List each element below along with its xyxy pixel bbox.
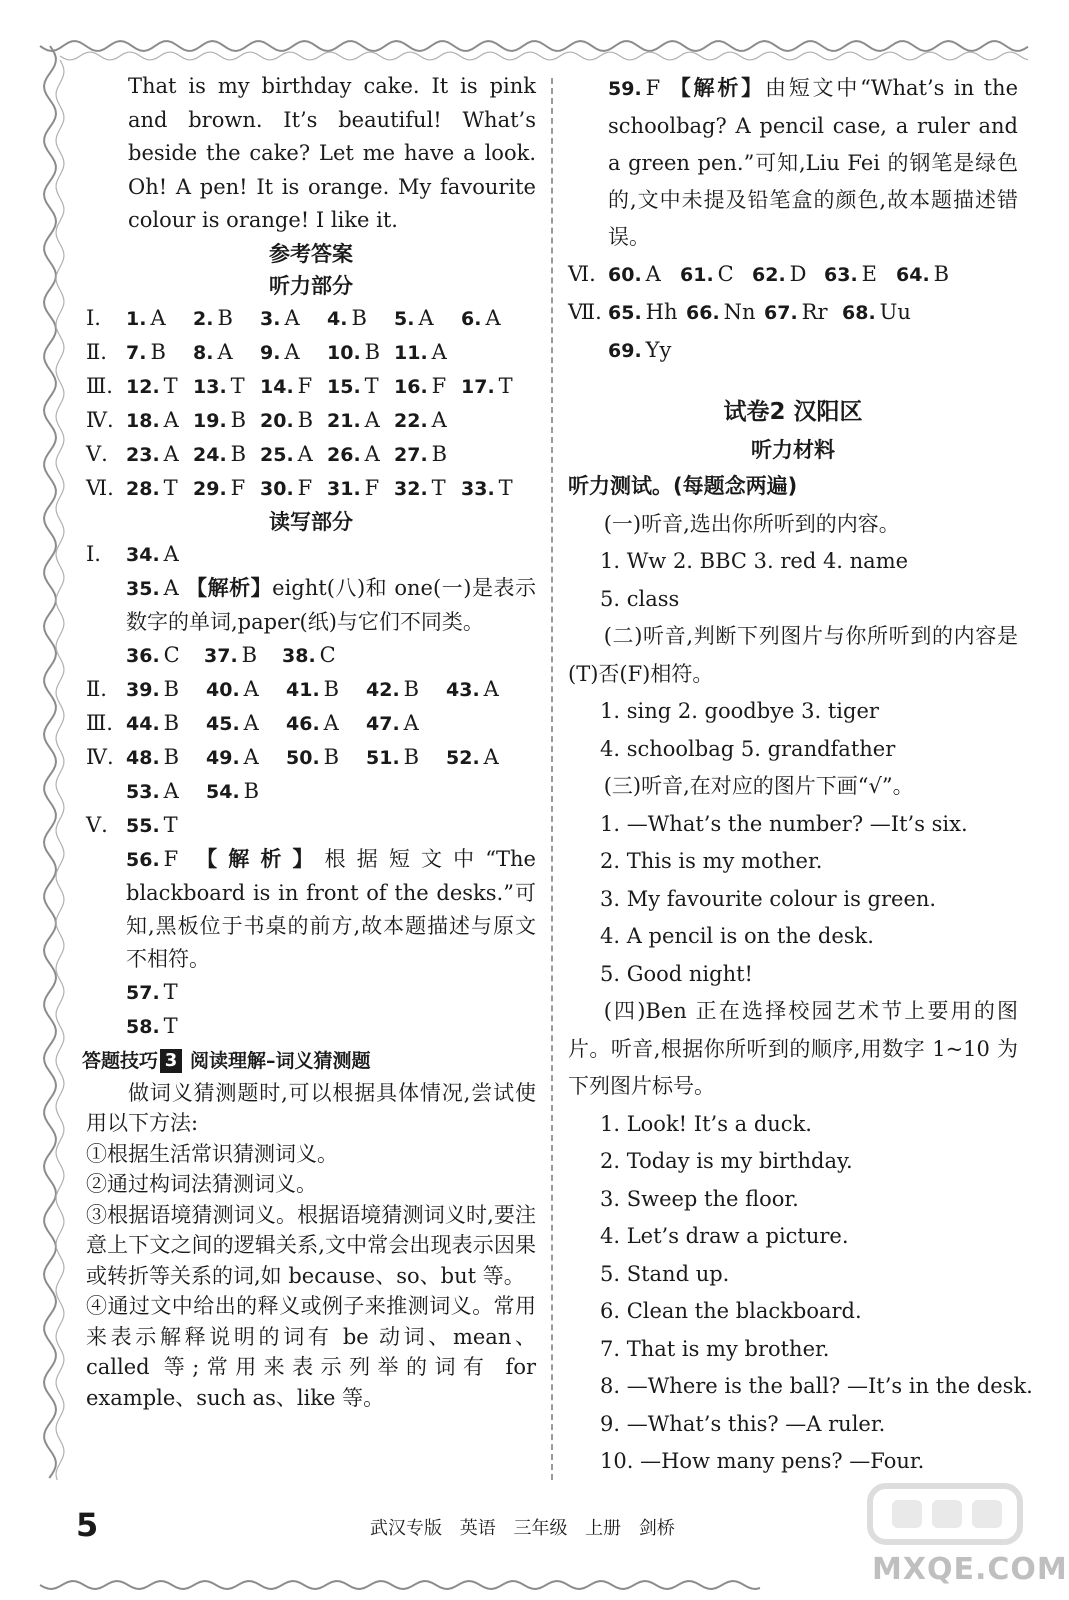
answer-value: B [230, 407, 247, 432]
answer-item [366, 673, 446, 707]
question-number: 65. [608, 302, 642, 324]
footer-edition: 武汉专版 英语 三年级 上册 剑桥 [370, 1518, 675, 1539]
answer-item [394, 404, 461, 438]
answer-value: B [163, 710, 180, 735]
answer-value: C [717, 262, 734, 286]
answer-item [260, 404, 327, 438]
answer-value: A [483, 744, 499, 769]
answer-value: B [403, 676, 420, 701]
section-4-instruction: (四)Ben 正在选择校园艺术节上要用的图片。听音,根据你所听到的顺序,用数字 1~10 为下列图片标号。 [568, 999, 1018, 1098]
question-number: 53. [126, 780, 160, 803]
answer-value: Hh [645, 300, 678, 324]
analysis-text: 根据短文中“The blackboard is in front of the desks.”可知,黑板位于书桌的前方,故本题描述与原文不相符。 [126, 846, 536, 971]
answer-value: A [243, 676, 259, 701]
answer-item [680, 256, 752, 294]
answer-entry-35 [86, 572, 536, 639]
question-number: 5. [394, 307, 415, 330]
answer-item [461, 302, 528, 336]
answer-item [206, 707, 286, 741]
question-number: 40. [206, 678, 240, 701]
question-number: 61. [680, 264, 714, 286]
question-number: 35. [126, 577, 160, 600]
listening-item: 3. Sweep the floor. [600, 1186, 799, 1211]
section-numeral: Ⅳ. [86, 407, 114, 432]
answer-item [206, 673, 286, 707]
section-numeral: Ⅲ. [86, 710, 113, 735]
answer-value: A [163, 575, 179, 600]
answer-value: F [297, 373, 313, 398]
answer-item [126, 438, 193, 472]
section-numeral: Ⅱ. [86, 339, 107, 364]
story-text: That is my birthday cake. It is pink and brown. It’s beautiful! What’s beside the cake? Let me have a look. Oh! A pen! It is orange. My favourite colour is orange! I like it. [128, 74, 536, 232]
listening-item: 3. My favourite colour is green. [600, 886, 937, 911]
answer-value: A [163, 407, 179, 432]
right-column [568, 70, 1033, 1481]
answer-item [206, 741, 286, 775]
answer-value: A [243, 744, 259, 769]
answer-entry-56 [86, 843, 536, 976]
question-number: 27. [394, 443, 428, 466]
section-numeral: Ⅲ. [86, 373, 113, 398]
answer-item [260, 336, 327, 370]
answer-entry-59 [568, 70, 1018, 256]
question-number: 17. [461, 375, 495, 398]
answer-row [86, 976, 536, 1010]
answer-row [86, 741, 536, 775]
answer-item [394, 302, 461, 336]
answer-item [126, 370, 193, 404]
listening-item: 1. —What’s the number? —It’s six. [600, 811, 968, 836]
answer-value: A [284, 305, 300, 330]
listening-item: 4. schoolbag 5. grandfather [600, 736, 896, 761]
answer-item [260, 302, 327, 336]
answer-value: T [163, 979, 178, 1004]
answer-value: F [163, 846, 179, 871]
answer-value: E [861, 262, 878, 286]
section-3-items [568, 806, 1018, 994]
answer-row [86, 707, 536, 741]
answer-item [446, 673, 526, 707]
answer-value: B [297, 407, 314, 432]
answer-item [327, 472, 394, 506]
tip-point: ②通过构词法猜测词义。 [86, 1172, 317, 1196]
answer-item [608, 294, 686, 332]
question-number: 52. [446, 746, 480, 769]
answer-value: C [319, 642, 336, 667]
question-number: 57. [126, 981, 160, 1004]
question-number: 33. [461, 477, 495, 500]
answer-row [568, 256, 1018, 294]
question-number: 48. [126, 746, 160, 769]
answer-row [86, 404, 536, 438]
question-number: 44. [126, 712, 160, 735]
question-number: 26. [327, 443, 361, 466]
answer-value: A [483, 676, 499, 701]
answer-value: A [243, 710, 259, 735]
answer-row [86, 336, 536, 370]
answer-value: F [645, 76, 661, 100]
question-number: 46. [286, 712, 320, 735]
listening-item: 4. Let’s draw a picture. [600, 1224, 849, 1248]
question-number: 69. [608, 340, 642, 362]
answer-value: C [163, 642, 180, 667]
answer-item [366, 707, 446, 741]
listening-item: 2. Today is my birthday. [600, 1149, 853, 1173]
listening-item: 10. —How many pens? —Four. [600, 1449, 925, 1473]
question-number: 8. [193, 341, 214, 364]
answer-item [608, 256, 680, 294]
answer-value: A [150, 305, 166, 330]
answer-value: B [150, 339, 166, 364]
listening-item: 6. Clean the blackboard. [600, 1299, 862, 1323]
question-number: 63. [824, 264, 858, 286]
question-number: 59. [608, 78, 642, 100]
answer-value: B [163, 744, 180, 769]
answer-item [193, 404, 260, 438]
question-number: 36. [126, 644, 160, 667]
answer-value: Yy [645, 338, 672, 362]
tip-point: ③根据语境猜测词义。根据语境猜测词义时,要注意上下文之间的逻辑关系,文中常会出现表示因果或转折等关系的词,如 because、so、but 等。 [86, 1202, 536, 1288]
answer-value: B [431, 441, 448, 466]
answer-value: T [498, 373, 513, 398]
answer-value: A [485, 305, 501, 330]
question-number: 34. [126, 543, 160, 566]
answer-row [86, 438, 536, 472]
answer-title: 参考答案 [269, 241, 353, 266]
answer-item [394, 472, 461, 506]
answer-value: T [163, 373, 178, 398]
question-number: 42. [366, 678, 400, 701]
question-number: 23. [126, 443, 160, 466]
question-number: 6. [461, 307, 482, 330]
answer-row [86, 1010, 536, 1044]
answer-value: T [431, 475, 446, 500]
section-numeral: Ⅰ. [86, 541, 101, 566]
question-number: 24. [193, 443, 227, 466]
answer-value: A [431, 407, 447, 432]
answer-value: A [418, 305, 434, 330]
answer-row [86, 472, 536, 506]
answer-item [327, 302, 394, 336]
question-number: 32. [394, 477, 428, 500]
tip-points [86, 1139, 536, 1414]
page-number: 5 [76, 1506, 99, 1544]
question-number: 25. [260, 443, 294, 466]
question-number: 12. [126, 375, 160, 398]
answer-item [842, 294, 920, 332]
answer-value: B [403, 744, 420, 769]
tip-point: ①根据生活常识猜测词义。 [86, 1141, 338, 1166]
section-2-items [568, 693, 1018, 768]
answer-item [206, 775, 286, 809]
answer-item [394, 438, 461, 472]
answer-row [86, 673, 536, 707]
analysis-tag: 【解析】 [196, 846, 325, 871]
tip-intro: 做词义猜测题时,可以根据具体情况,尝试使用以下方法: [86, 1080, 536, 1135]
question-number: 66. [686, 302, 720, 324]
section-2-instruction: (二)听音,判断下列图片与你所听到的内容是(T)否(F)相符。 [568, 624, 1018, 686]
answer-item [327, 370, 394, 404]
question-number: 55. [126, 814, 160, 837]
answer-row [86, 639, 536, 673]
answer-value: A [163, 441, 179, 466]
question-number: 19. [193, 409, 227, 432]
question-number: 39. [126, 678, 160, 701]
answer-item [824, 256, 896, 294]
listening-answers [86, 302, 536, 506]
watermark-text: MXQE.COM [872, 1552, 1068, 1587]
analysis-tag: 【解析】 [186, 575, 273, 600]
tip-header [82, 1044, 536, 1078]
question-number: 18. [126, 409, 160, 432]
question-number: 54. [206, 780, 240, 803]
answer-value: B [351, 305, 367, 330]
answer-item [193, 336, 260, 370]
answer-value: T [163, 475, 178, 500]
question-number: 30. [260, 477, 294, 500]
answer-item [286, 673, 366, 707]
section-numeral: Ⅵ. [568, 262, 596, 286]
question-number: 3. [260, 307, 281, 330]
tip-title: 阅读理解–词义猜测题 [190, 1049, 371, 1072]
question-number: 9. [260, 341, 281, 364]
answer-value: B [323, 744, 340, 769]
listening-item: 1. Ww 2. BBC 3. red 4. name [600, 549, 909, 573]
answer-item [126, 707, 206, 741]
listening-item: 1. sing 2. goodbye 3. tiger [600, 699, 879, 723]
answer-value: F [364, 475, 380, 500]
question-number: 11. [394, 341, 428, 364]
material-title: 听力材料 [751, 438, 835, 462]
answer-item [126, 639, 204, 673]
question-number: 51. [366, 746, 400, 769]
answer-item [896, 256, 968, 294]
answer-value: A [163, 778, 179, 803]
analysis-text: 由短文中“What’s in the schoolbag? A pencil case, a ruler and a green pen.”可知,Liu Fei 的钢笔是绿色的,文中未提及铅笔盒的颜色,故本题描述错误。 [608, 76, 1018, 249]
answer-value: Nn [723, 300, 756, 324]
listening-item: 2. This is my mother. [600, 849, 823, 873]
answer-value: B [323, 676, 340, 701]
answer-item [394, 370, 461, 404]
listening-item: 1. Look! It’s a duck. [600, 1111, 812, 1136]
question-number: 47. [366, 712, 400, 735]
answer-item [446, 741, 526, 775]
question-number: 16. [394, 375, 428, 398]
analysis-text: eight(八)和 one(一)是表示数字的单词,paper(纸)与它们不同类。 [126, 575, 536, 634]
answer-value: A [364, 441, 380, 466]
question-number: 50. [286, 746, 320, 769]
answer-item [193, 302, 260, 336]
answer-value: A [364, 407, 380, 432]
tip-point: ④通过文中给出的释义或例子来推测词义。常用来表示解释说明的词有 be 动词、mean、called 等;常用来表示列举的词有 for example、such as、like 等。 [86, 1294, 536, 1410]
question-number: 62. [752, 264, 786, 286]
question-number: 56. [126, 848, 160, 871]
listening-item: 7. That is my brother. [600, 1336, 830, 1361]
answer-item [394, 336, 461, 370]
listening-item: 8. —Where is the ball? —It’s in the desk. [600, 1374, 1033, 1398]
listening-item: 4. A pencil is on the desk. [600, 924, 874, 948]
question-number: 37. [204, 644, 238, 667]
answer-value: B [217, 305, 233, 330]
answer-value: A [217, 339, 233, 364]
answer-value: F [297, 475, 313, 500]
answer-item [126, 741, 206, 775]
answer-item [193, 370, 260, 404]
question-number: 58. [126, 1015, 160, 1038]
question-number: 45. [206, 712, 240, 735]
question-number: 64. [896, 264, 930, 286]
answer-value: F [230, 475, 246, 500]
question-number: 22. [394, 409, 428, 432]
question-number: 49. [206, 746, 240, 769]
section-numeral: Ⅵ. [86, 475, 114, 500]
answer-item [461, 370, 528, 404]
section-4-items [568, 1106, 1033, 1481]
answer-value: A [297, 441, 313, 466]
answer-item [286, 741, 366, 775]
question-number: 7. [126, 341, 147, 364]
section-1-instruction: (一)听音,选出你所听到的内容。 [603, 511, 900, 536]
answer-item [260, 438, 327, 472]
question-number: 67. [764, 302, 798, 324]
section-numeral: Ⅱ. [86, 676, 107, 701]
answer-item [286, 707, 366, 741]
answer-value: T [163, 812, 178, 837]
section-numeral: Ⅴ. [86, 812, 108, 837]
answer-value: A [403, 710, 419, 735]
question-number: 38. [282, 644, 316, 667]
section-numeral: Ⅳ. [86, 744, 114, 769]
question-number: 20. [260, 409, 294, 432]
section-numeral: Ⅶ. [568, 300, 602, 324]
answer-row [568, 294, 1018, 332]
question-number: 21. [327, 409, 361, 432]
question-number: 31. [327, 477, 361, 500]
section-numeral: Ⅰ. [86, 305, 101, 330]
answer-row [86, 370, 536, 404]
section-1-items [568, 543, 1018, 618]
answer-item [327, 438, 394, 472]
answer-item [126, 302, 193, 336]
answer-value: B [230, 441, 247, 466]
answer-item [686, 294, 764, 332]
answer-value: T [230, 373, 245, 398]
answer-item [461, 472, 528, 506]
answer-value: D [789, 262, 807, 286]
answer-value: B [243, 778, 260, 803]
answer-value: T [498, 475, 513, 500]
answer-value: F [431, 373, 447, 398]
question-number: 28. [126, 477, 160, 500]
question-number: 2. [193, 307, 214, 330]
answer-item [204, 639, 282, 673]
tip-label: 答题技巧 [82, 1049, 159, 1072]
answer-value: A [323, 710, 339, 735]
answer-item [126, 775, 206, 809]
listening-item: 9. —What’s this? —A ruler. [600, 1411, 886, 1436]
answer-value: T [163, 1013, 178, 1038]
question-number: 43. [446, 678, 480, 701]
answer-item [260, 472, 327, 506]
section-3-instruction: (三)听音,在对应的图片下画“√”。 [603, 774, 914, 798]
answer-value: Rr [801, 300, 828, 324]
listening-title: 听力部分 [269, 273, 353, 298]
answer-item [126, 336, 193, 370]
answer-item [752, 256, 824, 294]
question-number: 68. [842, 302, 876, 324]
answer-row [86, 538, 536, 572]
question-number: 60. [608, 264, 642, 286]
answer-row [86, 775, 536, 809]
question-number: 14. [260, 375, 294, 398]
question-number: 13. [193, 375, 227, 398]
left-column [82, 70, 536, 1413]
answer-row [86, 809, 536, 843]
answer-item [327, 404, 394, 438]
answer-item [193, 438, 260, 472]
reading-title: 读写部分 [269, 509, 353, 534]
listening-item: 5. Good night! [600, 961, 753, 986]
answer-item [126, 404, 193, 438]
answer-item [764, 294, 842, 332]
answer-value: B [933, 262, 950, 286]
answer-value: A [645, 262, 661, 286]
question-number: 29. [193, 477, 227, 500]
analysis-tag: 【解析】 [669, 76, 765, 100]
answer-item [366, 741, 446, 775]
question-number: 4. [327, 307, 348, 330]
tip-number-badge: 3 [160, 1049, 182, 1073]
paper-title: 试卷2 汉阳区 [723, 399, 863, 425]
answer-value: A [284, 339, 300, 364]
answer-item [260, 370, 327, 404]
answer-value: T [364, 373, 379, 398]
answer-row [568, 332, 1018, 370]
question-number: 10. [327, 341, 361, 364]
column-divider [551, 78, 553, 1480]
answer-item [126, 673, 206, 707]
answer-item [327, 336, 394, 370]
answer-value: B [163, 676, 180, 701]
section-numeral: Ⅴ. [86, 441, 108, 466]
answer-value: A [163, 541, 179, 566]
question-number: 41. [286, 678, 320, 701]
answer-item [126, 472, 193, 506]
test-heading: 听力测试。(每题念两遍) [568, 474, 798, 498]
listening-item: 5. Stand up. [600, 1261, 730, 1286]
answer-item [282, 639, 360, 673]
answer-row [86, 302, 536, 336]
question-number: 15. [327, 375, 361, 398]
listening-item: 5. class [600, 586, 680, 611]
answer-value: A [431, 339, 447, 364]
question-number: 1. [126, 307, 147, 330]
answer-value: B [241, 642, 258, 667]
answer-value: Uu [879, 300, 911, 324]
answer-item [193, 472, 260, 506]
answer-value: B [364, 339, 381, 364]
